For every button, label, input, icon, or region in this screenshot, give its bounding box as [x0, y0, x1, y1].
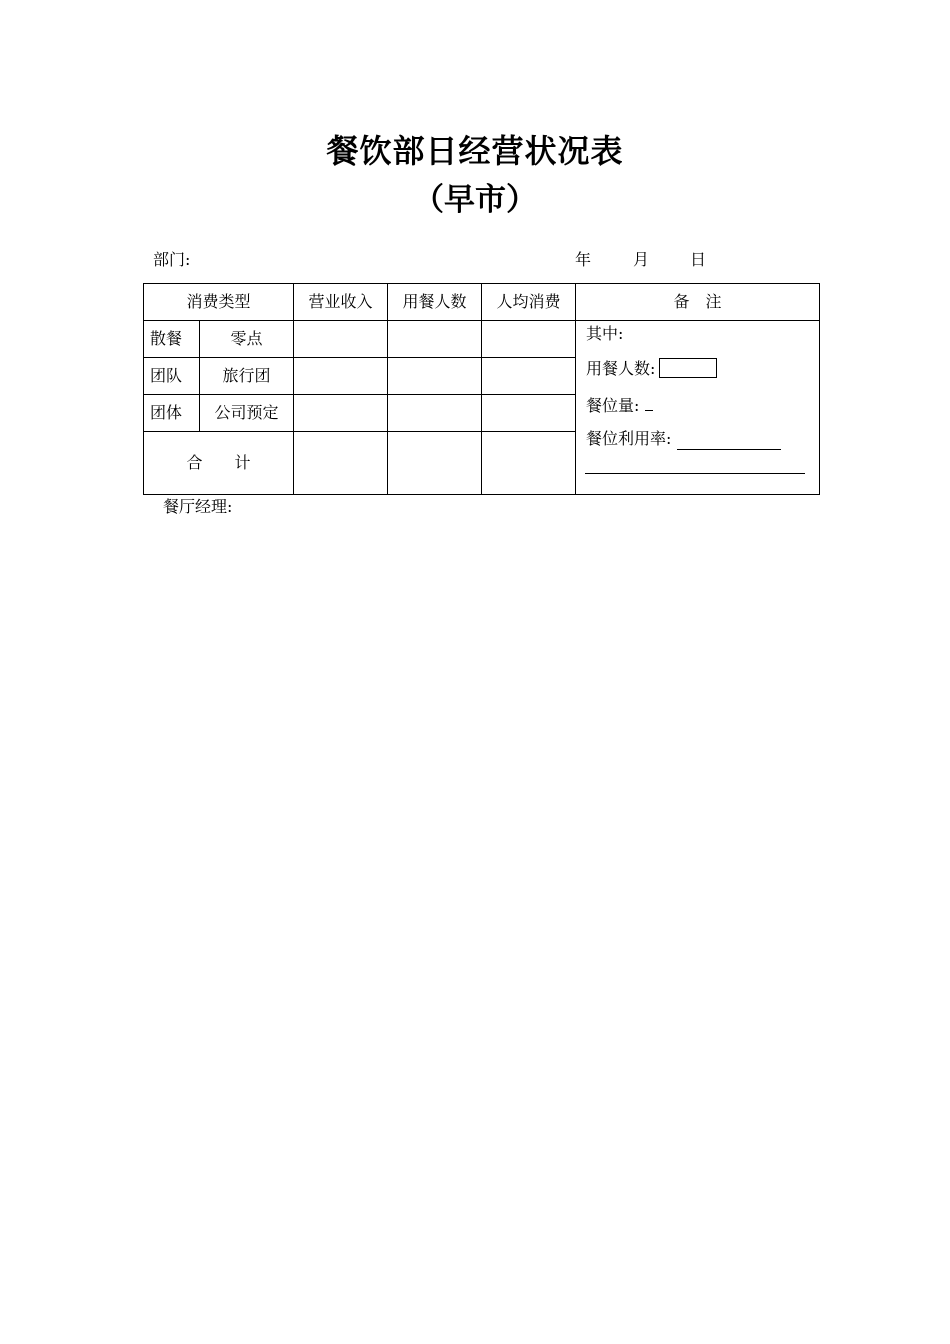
row-sub-label: 旅行团	[200, 358, 294, 395]
col-header-diners: 用餐人数	[388, 284, 482, 321]
report-table	[143, 283, 820, 495]
department-label: 部门:	[153, 250, 191, 269]
remarks-seats-line	[586, 395, 653, 417]
row-group-label: 团队	[144, 358, 200, 395]
cell-revenue[interactable]	[294, 358, 388, 395]
cell-diners[interactable]	[388, 321, 482, 358]
total-diners[interactable]	[388, 432, 482, 495]
col-header-revenue: 营业收入	[294, 284, 388, 321]
cell-revenue[interactable]	[294, 395, 388, 432]
row-sub-label: 公司预定	[200, 395, 294, 432]
document-subtitle: （早市）	[413, 182, 537, 218]
col-header-per-capita: 人均消费	[482, 284, 576, 321]
remarks-cell[interactable]	[576, 321, 820, 495]
cell-revenue[interactable]	[294, 321, 388, 358]
diners-input-box[interactable]	[659, 358, 717, 378]
seats-blank[interactable]	[645, 396, 653, 411]
cell-per-capita[interactable]	[482, 321, 576, 358]
row-group-label: 散餐	[144, 321, 200, 358]
col-header-remarks: 备 注	[576, 284, 820, 321]
total-revenue[interactable]	[294, 432, 388, 495]
remarks-extra-line[interactable]	[585, 473, 805, 474]
total-per-capita[interactable]	[482, 432, 576, 495]
table-row	[144, 321, 820, 358]
remarks-seats-label: 餐位量:	[586, 396, 640, 415]
date-year-label: 年	[575, 250, 592, 269]
remarks-diners-line	[586, 358, 717, 380]
document-title: 餐饮部日经营状况表	[326, 132, 624, 170]
table-header-row	[144, 284, 820, 321]
remarks-util-line	[586, 428, 781, 450]
remarks-qizhong: 其中:	[586, 324, 624, 343]
cell-diners[interactable]	[388, 358, 482, 395]
total-label: 合 计	[144, 432, 294, 495]
row-group-label: 团体	[144, 395, 200, 432]
manager-label: 餐厅经理:	[163, 497, 233, 516]
remarks-diners-label: 用餐人数:	[586, 359, 656, 378]
remarks-utilization-label: 餐位利用率:	[586, 429, 672, 448]
date-month-label: 月	[633, 250, 650, 269]
cell-per-capita[interactable]	[482, 358, 576, 395]
cell-diners[interactable]	[388, 395, 482, 432]
cell-per-capita[interactable]	[482, 395, 576, 432]
utilization-blank[interactable]	[677, 433, 781, 450]
date-day-label: 日	[690, 250, 707, 269]
row-sub-label: 零点	[200, 321, 294, 358]
col-header-type: 消费类型	[144, 284, 294, 321]
